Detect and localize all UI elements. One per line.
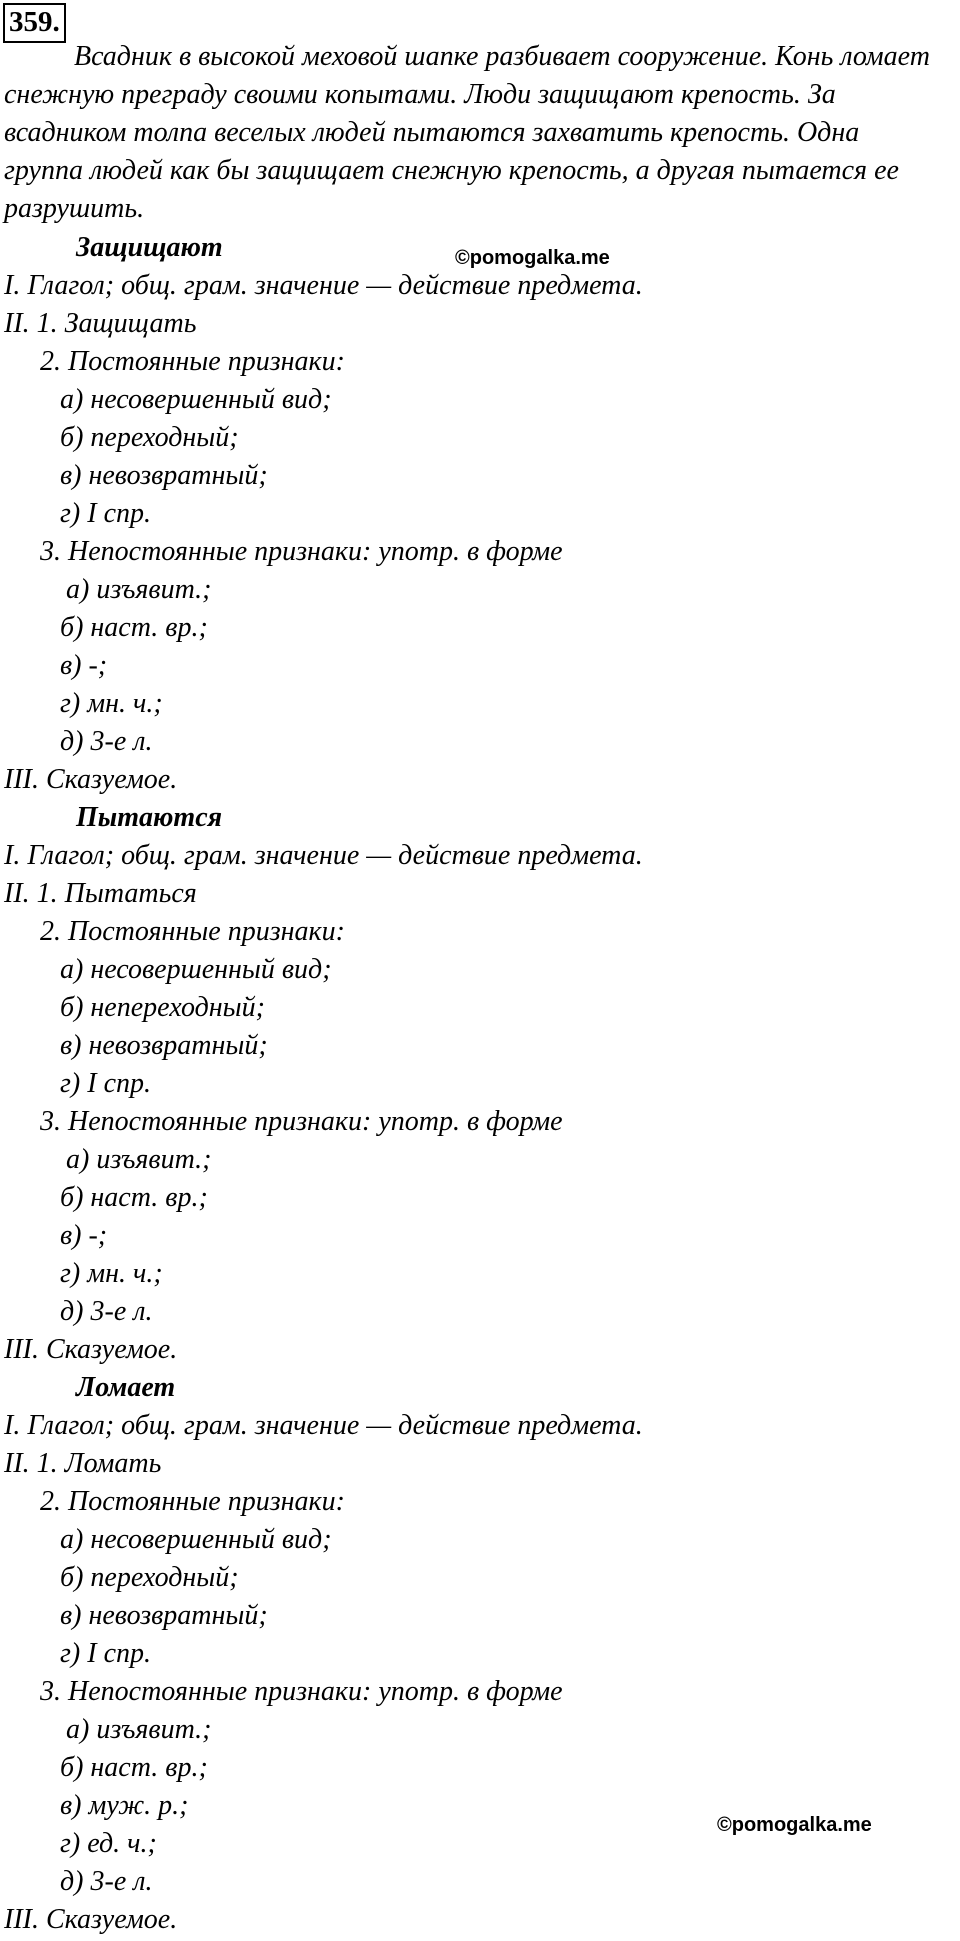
analysis-line: 2. Постоянные признаки: [40,916,345,947]
intro-line: Всадник в высокой меховой шапке разбивает сооружение. Конь ломает [74,41,930,72]
analysis-line: в) невозвратный; [60,1030,268,1061]
analysis-line: г) мн. ч.; [60,688,163,719]
section-heading: Защищают [76,232,223,263]
analysis-line: б) наст. вр.; [60,612,208,643]
analysis-line: д) 3-е л. [60,726,153,757]
analysis-line: 2. Постоянные признаки: [40,1486,345,1517]
analysis-line: II. 1. Ломать [4,1448,162,1479]
analysis-line: д) 3-е л. [60,1296,153,1327]
analysis-line: а) несовершенный вид; [60,954,332,985]
section-heading: Пытаются [76,802,223,833]
intro-line: снежную преграду своими копытами. Люди защищают крепость. За [4,79,836,110]
analysis-line: г) I спр. [60,1638,151,1669]
analysis-line: а) изъявит.; [66,574,212,605]
analysis-line: б) непереходный; [60,992,265,1023]
intro-line: группа людей как бы защищает снежную крепость, а другая пытается ее [4,155,899,186]
analysis-line: д) 3-е л. [60,1866,153,1897]
analysis-line: а) несовершенный вид; [60,384,332,415]
analysis-line: а) изъявит.; [66,1144,212,1175]
intro-line: всадником толпа веселых людей пытаются захватить крепость. Одна [4,117,860,148]
analysis-line: I. Глагол; общ. грам. значение — действие предмета. [4,1410,643,1441]
analysis-line: б) наст. вр.; [60,1182,208,1213]
analysis-line: в) -; [60,650,108,681]
analysis-line: I. Глагол; общ. грам. значение — действие предмета. [4,270,643,301]
intro-line: разрушить. [4,193,145,224]
watermark: ©pomogalka.me [455,247,610,269]
analysis-line: а) несовершенный вид; [60,1524,332,1555]
watermark: ©pomogalka.me [717,1814,872,1836]
intro-paragraph [4,38,954,228]
analysis-line: III. Сказуемое. [4,1904,178,1935]
analysis-line: I. Глагол; общ. грам. значение — действие предмета. [4,840,643,871]
analysis-line: б) наст. вр.; [60,1752,208,1783]
analysis-line: г) I спр. [60,1068,151,1099]
analysis-line: в) муж. р.; [60,1790,189,1821]
analysis-line: в) невозвратный; [60,1600,268,1631]
analysis-line: 3. Непостоянные признаки: употр. в форме [40,536,563,567]
analysis-line: III. Сказуемое. [4,764,178,795]
analysis-line: II. 1. Пытаться [4,878,197,909]
analysis-line: б) переходный; [60,422,239,453]
analysis-line: б) переходный; [60,1562,239,1593]
analysis-line: 2. Постоянные признаки: [40,346,345,377]
analysis-line: г) I спр. [60,498,151,529]
analysis-line: III. Сказуемое. [4,1334,178,1365]
exercise-number: 359. [3,3,66,43]
section-heading: Ломает [76,1372,176,1403]
analysis-line: в) невозвратный; [60,460,268,491]
analysis-line: 3. Непостоянные признаки: употр. в форме [40,1676,563,1707]
analysis-line: г) ед. ч.; [60,1828,157,1859]
analysis-line: в) -; [60,1220,108,1251]
analysis-line: II. 1. Защищать [4,308,197,339]
analysis-line: 3. Непостоянные признаки: употр. в форме [40,1106,563,1137]
analysis-line: а) изъявит.; [66,1714,212,1745]
analysis-line: г) мн. ч.; [60,1258,163,1289]
